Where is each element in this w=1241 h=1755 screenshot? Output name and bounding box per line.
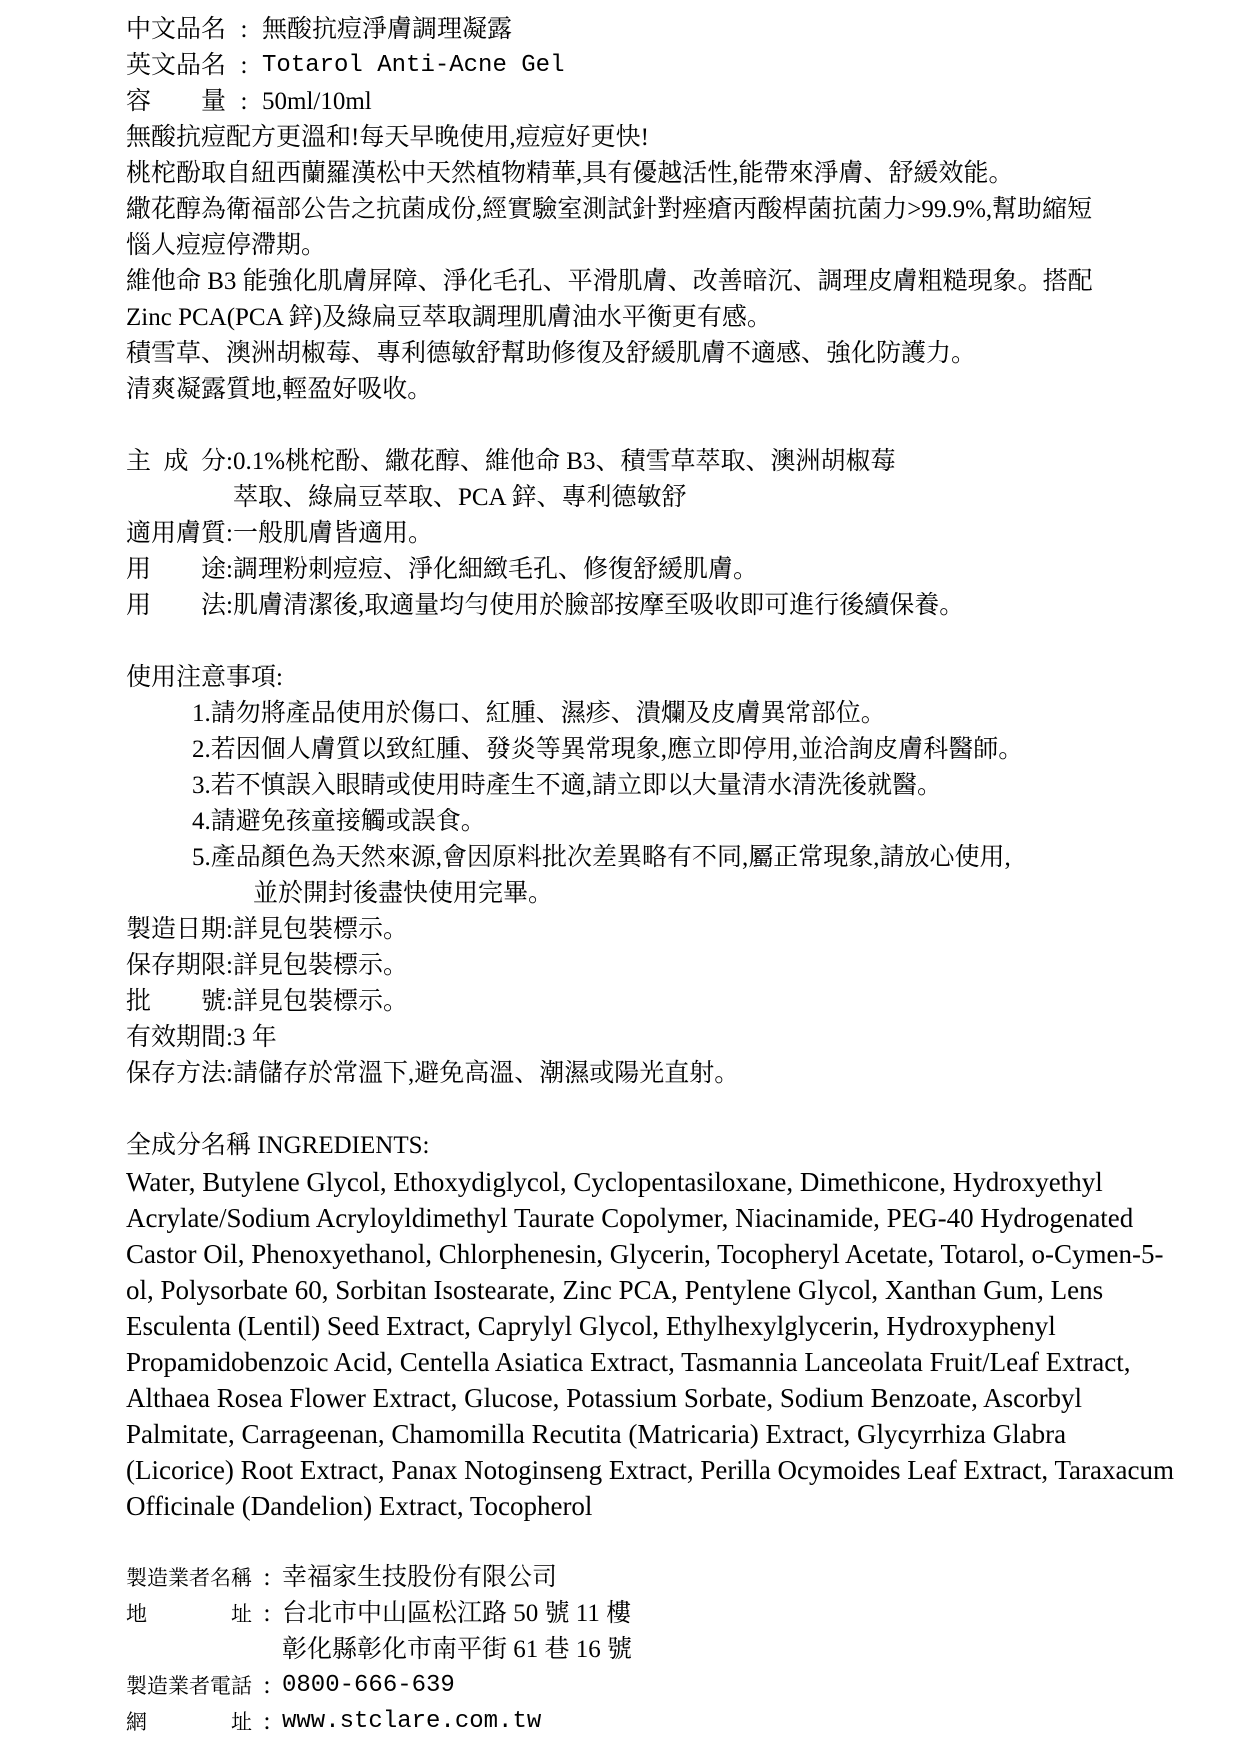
product-name-zh-label: 中文品名 (126, 16, 227, 43)
intro-line: 積雪草、澳洲胡椒莓、專利德敏舒幫助修復及舒緩肌膚不適感、強化防護力。 (126, 340, 977, 367)
shelf-life-value: 詳見包裝標示。 (232, 952, 408, 979)
fullwidth-colon: : (226, 520, 233, 547)
colon-separator: : (240, 88, 248, 115)
usage-value: 調理粉刺痘痘、淨化細緻毛孔、修復舒緩肌膚。 (232, 556, 758, 583)
fullwidth-colon: : (226, 988, 233, 1015)
skin-type-value: 一般肌膚皆適用。 (232, 520, 433, 547)
ingredients-line: Water, Butylene Glycol, Ethoxydiglycol, Cyclopentasiloxane, Dimethicone, Hydroxyethyl (126, 1167, 1103, 1197)
colon-separator: : (263, 1708, 271, 1735)
blank-line (126, 1092, 1161, 1128)
ingredients-title: 全成分名稱 INGREDIENTS: (126, 1132, 430, 1159)
colon-separator: : (263, 1672, 271, 1699)
intro-line: Zinc PCA(PCA 鋅)及綠扁豆萃取調理肌膚油水平衡更有感。 (126, 304, 772, 331)
manufacturer-name-row (126, 1560, 1161, 1596)
manufacturer-name-value: 幸福家生技股份有限公司 (282, 1564, 558, 1591)
batch-number-value: 詳見包裝標示。 (232, 988, 408, 1015)
notes-item-5: 5.產品顏色為天然來源,會因原料批次差異略有不同,屬正常現象,請放心使用, (192, 844, 1011, 871)
blank-line (126, 408, 1161, 444)
product-name-en-label: 英文品名 (126, 52, 227, 79)
usage-label: 用 途 (126, 556, 227, 583)
ingredients-line: (Licorice) Root Extract, Panax Notoginseng Extract, Perilla Ocymoides Leaf Extract, Taraxacum (126, 1455, 1174, 1485)
fullwidth-colon: : (226, 448, 233, 475)
product-volume-label: 容 量 (126, 88, 227, 115)
product-volume-value: 50ml/10ml (262, 88, 372, 115)
intro-line: 惱人痘痘停滯期。 (126, 232, 327, 259)
intro-line: 清爽凝露質地,輕盈好吸收。 (126, 376, 433, 403)
colon-separator: : (263, 1600, 271, 1627)
colon-separator: : (240, 52, 248, 79)
ingredients-line: Palmitate, Carrageenan, Chamomilla Recutita (Matricaria) Extract, Glycyrrhiza Glabra (126, 1419, 1067, 1449)
ingredients-line: Officinale (Dandelion) Extract, Tocopherol (126, 1491, 593, 1521)
blank-line (126, 1524, 1161, 1560)
notes-item-5-continuation: 並於開封後盡快使用完畢。 (253, 880, 554, 907)
ingredients-line: ol, Polysorbate 60, Sorbitan Isostearate, Zinc PCA, Pentylene Glycol, Xanthan Gum, Lens (126, 1275, 1104, 1305)
skin-type-label: 適用膚質 (126, 520, 227, 547)
notes-item-2: 2.若因個人膚質以致紅腫、發炎等異常現象,應立即停用,並洽詢皮膚科醫師。 (192, 736, 1024, 763)
main-ingredient-value (233, 444, 896, 516)
notes-item-1: 1.請勿將產品使用於傷口、紅腫、濕疹、潰爛及皮膚異常部位。 (192, 700, 886, 727)
blank-line (126, 624, 1161, 660)
mfg-date-value: 詳見包裝標示。 (232, 916, 408, 943)
fullwidth-colon: : (226, 1060, 233, 1087)
storage-method-row (126, 1056, 1161, 1092)
fullwidth-colon: : (226, 1024, 233, 1051)
validity-period-row (126, 1020, 1161, 1056)
manufacturer-website-row (126, 1704, 1161, 1740)
product-name-zh-row (126, 12, 1161, 48)
manufacturer-address-line1: 台北市中山區松江路 50 號 11 樓 (282, 1600, 632, 1627)
intro-line: 桃柁酚取自紐西蘭羅漢松中天然植物精華,具有優越活性,能帶來淨膚、舒緩效能。 (126, 160, 1014, 187)
manufacturer-address-value (282, 1596, 632, 1668)
ingredients-line: Castor Oil, Phenoxyethanol, Chlorphenesin, Glycerin, Tocopheryl Acetate, Totarol, o-Cymen-5- (126, 1239, 1164, 1269)
fullwidth-colon: : (226, 916, 233, 943)
product-name-en-value: Totarol Anti-Acne Gel (262, 52, 565, 79)
mfg-date-row (126, 912, 1161, 948)
fullwidth-colon: : (226, 952, 233, 979)
shelf-life-label: 保存期限 (126, 952, 227, 979)
product-volume-row (126, 84, 1161, 120)
manufacturer-website-label: 網 址 (126, 1710, 252, 1734)
main-ingredient-label: 主 成 分 (126, 448, 227, 475)
intro-line: 無酸抗痘配方更溫和!每天早晚使用,痘痘好更快! (126, 124, 649, 151)
ingredients-line: Propamidobenzoic Acid, Centella Asiatica Extract, Tasmannia Lanceolata Fruit/Leaf Extract, (126, 1347, 1131, 1377)
ingredients-line: Acrylate/Sodium Acryloyldimethyl Taurate Copolymer, Niacinamide, PEG-40 Hydrogenated (126, 1203, 1134, 1233)
ingredients-line: Esculenta (Lentil) Seed Extract, Caprylyl Glycol, Ethylhexylglycerin, Hydroxyphenyl (126, 1311, 1056, 1341)
storage-method-value: 請儲存於常溫下,避免高溫、潮濕或陽光直射。 (232, 1060, 740, 1087)
mfg-date-label: 製造日期 (126, 916, 227, 943)
batch-number-label: 批 號 (126, 988, 227, 1015)
shelf-life-row (126, 948, 1161, 984)
usage-row (126, 552, 1161, 588)
manufacturer-phone-label: 製造業者電話 (126, 1674, 252, 1698)
colon-separator: : (263, 1564, 271, 1591)
notes-title: 使用注意事項: (126, 664, 283, 691)
notes-item-3: 3.若不慎誤入眼睛或使用時產生不適,請立即以大量清水清洗後就醫。 (192, 772, 943, 799)
skin-type-row (126, 516, 1161, 552)
validity-period-label: 有效期間 (126, 1024, 227, 1051)
manufacturer-address-label: 地 址 (126, 1602, 252, 1626)
manufacturer-name-label: 製造業者名稱 (126, 1566, 252, 1590)
intro-line: 繖花醇為衛福部公告之抗菌成份,經實驗室測試針對痤瘡丙酸桿菌抗菌力>99.9%,幫助縮短 (126, 196, 1093, 223)
method-label: 用 法 (126, 592, 227, 619)
ingredients-line: Althaea Rosea Flower Extract, Glucose, Potassium Sorbate, Sodium Benzoate, Ascorbyl (126, 1383, 1083, 1413)
manufacturer-phone-row (126, 1668, 1161, 1704)
fullwidth-colon: : (226, 556, 233, 583)
manufacturer-address-line2: 彰化縣彰化市南平街 61 巷 16 號 (282, 1636, 633, 1663)
storage-method-label: 保存方法 (126, 1060, 227, 1087)
method-value: 肌膚清潔後,取適量均勻使用於臉部按摩至吸收即可進行後續保養。 (232, 592, 965, 619)
manufacturer-phone-value: 0800-666-639 (282, 1672, 455, 1699)
method-row (126, 588, 1161, 624)
main-ingredient-row (126, 444, 1161, 516)
main-ingredient-line2: 萃取、綠扁豆萃取、PCA 鋅、專利德敏舒 (232, 484, 687, 511)
product-name-en-row (126, 48, 1161, 84)
manufacturer-website-value: www.stclare.com.tw (282, 1708, 542, 1735)
notes-item-4: 4.請避免孩童接觸或誤食。 (192, 808, 486, 835)
colon-separator: : (240, 16, 248, 43)
manufacturer-address-row (126, 1596, 1161, 1668)
product-name-zh-value: 無酸抗痘淨膚調理凝露 (262, 16, 513, 43)
intro-line: 維他命 B3 能強化肌膚屏障、淨化毛孔、平滑肌膚、改善暗沉、調理皮膚粗糙現象。搭配 (126, 268, 1093, 295)
batch-number-row (126, 984, 1161, 1020)
fullwidth-colon: : (226, 592, 233, 619)
validity-period-value: 3 年 (232, 1024, 277, 1051)
main-ingredient-line1: 0.1%桃柁酚、繖花醇、維他命 B3、積雪草萃取、澳洲胡椒莓 (232, 448, 896, 475)
